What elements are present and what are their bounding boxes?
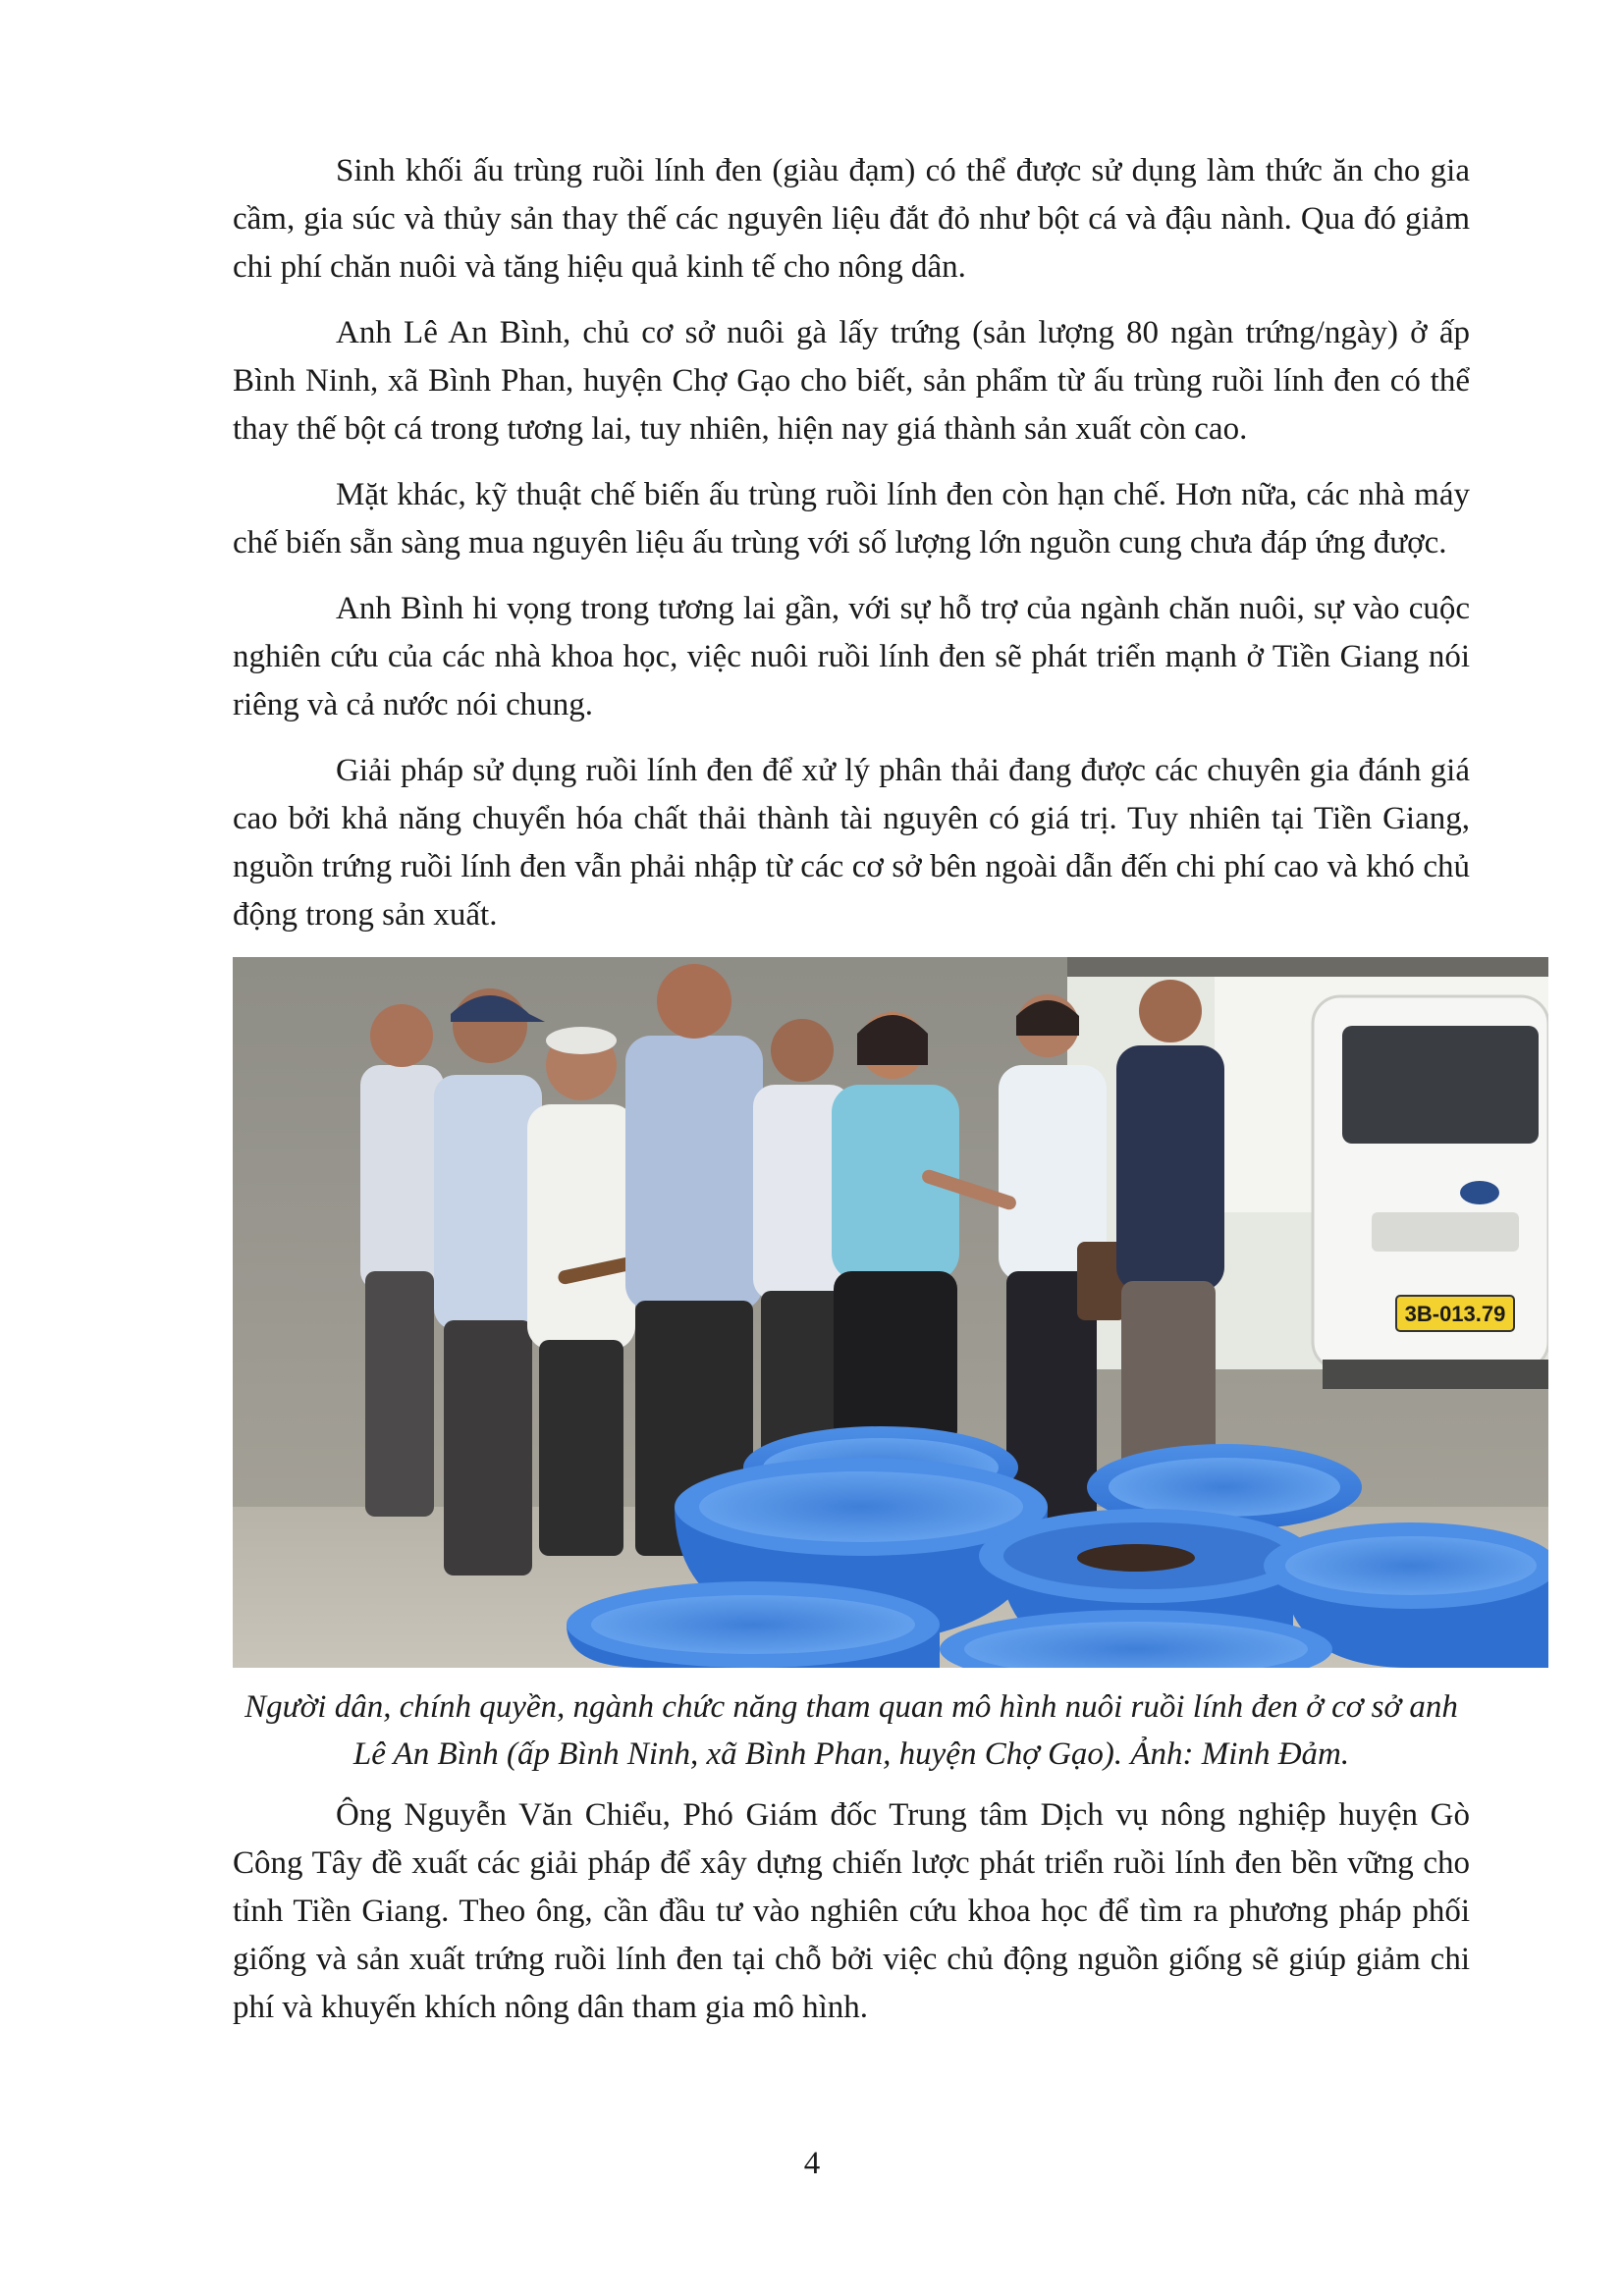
paragraph-future-hopes: Anh Bình hi vọng trong tương lai gần, với sự hỗ trợ của ngành chăn nuôi, sự vào cuộc nghiên cứu của các nhà khoa học, việc nuôi ruồi lính đen sẽ phát triển mạnh ở Tiền Giang nói riêng và cả nước nói chung. [233, 591, 1470, 722]
paragraph-farm-owner: Anh Lê An Bình, chủ cơ sở nuôi gà lấy trứng (sản lượng 80 ngàn trứng/ngày) ở ấp Bình Ninh, xã Bình Phan, huyện Chợ Gạo cho biết, sản phẩm từ ấu trùng ruồi lính đen có thể thay thế bột cá trong tương lai, tuy nhiên, hiện nay giá thành sản xuất còn cao. [233, 315, 1470, 447]
photo-caption: Người dân, chính quyền, ngành chức năng tham quan mô hình nuôi ruồi lính đen ở cơ sở anh Lê An Bình (ấp Bình Ninh, xã Bình Phan, huyện Chợ Gạo). Ảnh: Minh Đảm. [244, 1689, 1458, 1772]
document-page [233, 147, 1506, 2050]
paragraph-feed-uses: Sinh khối ấu trùng ruồi lính đen (giàu đạm) có thể được sử dụng làm thức ăn cho gia cầm, gia súc và thủy sản thay thế các nguyên liệu đắt đỏ như bột cá và đậu nành. Qua đó giảm chi phí chăn nuôi và tăng hiệu quả kinh tế cho nông dân. [233, 153, 1470, 285]
svg-text:3B-013.79: 3B-013.79 [1404, 1302, 1506, 1326]
paragraph-expert-proposal: Ông Nguyễn Văn Chiểu, Phó Giám đốc Trung tâm Dịch vụ nông nghiệp huyện Gò Công Tây đề xuất các giải pháp để xây dựng chiến lược phát triển ruồi lính đen bền vững cho tỉnh Tiền Giang. Theo ông, cần đầu tư vào nghiên cứu khoa học để tìm ra phương pháp phối giống và sản xuất trứng ruồi lính đen tại chỗ bởi việc chủ động nguồn giống sẽ giúp giảm chi phí và khuyến khích nông dân tham gia mô hình. [233, 1797, 1470, 2025]
photo-illustration [233, 957, 1548, 1668]
van-shape [1313, 996, 1548, 1389]
paragraph-processing-limits: Mặt khác, kỹ thuật chế biến ấu trùng ruồi lính đen còn hạn chế. Hơn nữa, các nhà máy chế biến sẵn sàng mua nguyên liệu ấu trùng với số lượng lớn nguồn cung chưa đáp ứng được. [233, 477, 1470, 561]
page-number: 4 [803, 2146, 821, 2181]
photo-farm-visit [233, 957, 1548, 1668]
paragraph-egg-supply: Giải pháp sử dụng ruồi lính đen để xử lý phân thải đang được các chuyên gia đánh giá cao bởi khả năng chuyển hóa chất thải thành tài nguyên có giá trị. Tuy nhiên tại Tiền Giang, nguồn trứng ruồi lính đen vẫn phải nhập từ các cơ sở bên ngoài dẫn đến chi phí cao và khó chủ động trong sản xuất. [233, 753, 1470, 933]
